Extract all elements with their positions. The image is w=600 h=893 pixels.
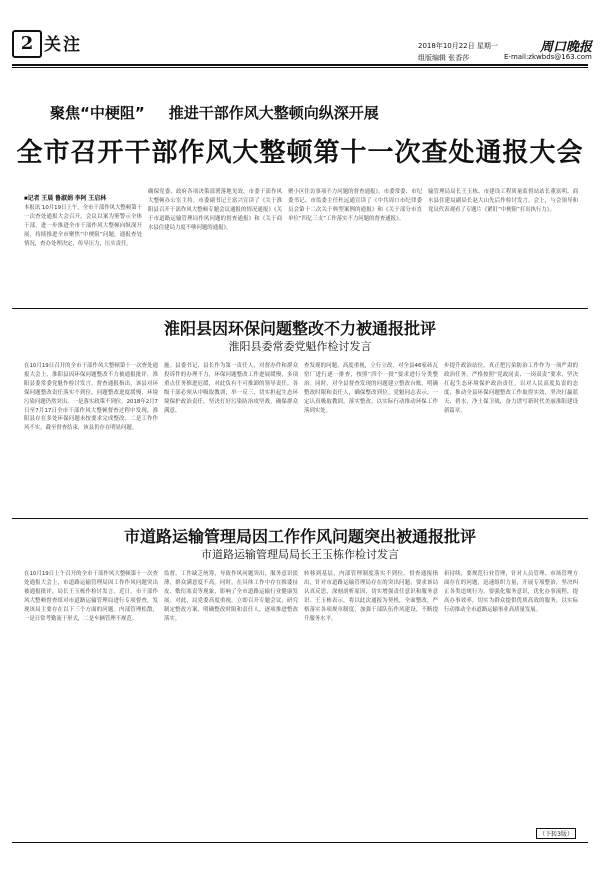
article1-column-2: 施。县委书记、县长作为第一责任人，对督办件和群众投诉件的办理不力，环保问题整改工作进展缓慢，多项重点任务推进迟缓，对此负有不可推卸的领导责任。各级干部必须从中吸取教训，举一反三，切实担起生态环境保护政治责任，坚决打好污染防治攻坚战，确保群众满意。 <box>164 363 298 414</box>
header-rule-thin <box>12 67 588 68</box>
lead-kicker <box>50 102 379 123</box>
article1-column-4: 步提升政治站位，真正把污染防治工作作为一项严肃的政治任务，严格按照“党政同责、一岗双责”要求，坚决扛起生态环境保护政治责任，以对人民高度负责的态度，推动全县环保问题整改工作取得实效，坚决打赢蓝天、碧水、净土保卫战，奋力谱写新时代美丽淮阳建设新篇章。 <box>444 363 578 414</box>
kicker-right: 推进干部作风大整顿向纵深开展 <box>168 104 379 122</box>
article1-column-3: 查发现的问题，高度重视，立行立改，对全县46家砖瓦窑厂进行逐一排查，按照“四个一批”要求进行分类整治。同时，对全县督查发现的问题建立整改台账，明确整改时限和责任人，确保整改到位。党魁同志表示，一定认真吸取教训，落实整改，以实际行动推动环保工作落到实处。 <box>304 363 438 414</box>
article1-title: 淮阳县因环保问题整改不力被通报批评 <box>163 319 436 338</box>
kicker-left: 聚焦“中梗阻” <box>50 104 145 122</box>
article2-column-4: 祈持续，要规范行业管理，针对人员管理、市场管理方面存在的问题，迅速组织力量，开展专项整治，坚决纠正各类违规行为。要强化服务意识，优化办事流程，提高办事效率，切实为群众提供优质高效的服务，以实际行动推动全市道路运输事业高质量发展。 <box>444 571 578 613</box>
lead-byline: ■记者 王晨 鲁淑娟 李阿 王启林 <box>24 196 107 202</box>
lead-headline: 全市召开干部作风大整顿第十一次查处通报大会 <box>16 138 584 168</box>
lead-column-2: 确保党委、政府各项决策部署落地见效，市委干部作风大整顿办公室主持。市委副书记王富兴宣读了《关于淮阳县召开干部作风大整顿专题会议通报的情况通报》《关于市道路运输管理局作风问题的督查通报》和《关于商水县住建局力度不够问题的通报》。 <box>148 189 282 231</box>
article2-subtitle: 市道路运输管理局局长王玉栋作检讨发言 <box>201 548 399 561</box>
article2-column-1: 在10月19日上午召开的全市干部作风大整顿第十一次查处通报大会上，市道路运输管理局因工作作风问题突出被通报批评，局长王玉栋作检讨发言。近日，市干部作风大整顿督查组对市道路运输管理局进行专项督查，发现该局主要存在以下三个方面的问题。内部管理松散，一是日常考勤流于形式，二是车辆管理不规范。 <box>24 571 158 622</box>
page-number: 2 <box>12 30 42 58</box>
article1-column-1: 在10月19日召开的全市干部作风大整顿第十一次查处通报大会上，淮阳县因环保问题整改不力被通报批评，淮阳县委常委党魁作检讨发言。督查通报指出，该县对环保问题整改责任落实不到位，问题整改进度缓慢，环境污染问题仍然突出。一是落实政策不到位。2018年2月7日至7月17日全市干部作风大整顿督查过程中发现，淮阳县存在多处环保问题未按要求完成整改。二是工作作风不实，截至督查结束，该县仍存在明显问题。 <box>24 363 158 432</box>
editor-line: 组版编辑 张香莎 <box>418 54 470 62</box>
section-divider-2 <box>12 518 588 519</box>
section-title: 关注 <box>44 35 82 55</box>
issue-date: 2018年10月22日 星期一 <box>418 42 498 50</box>
lead-column-3: 聚小区住访事项不力问题的督查通报》。市委常委、市纪委书记、市监委主任杜远通宣读了《中共周口市纪律委员会第十二次关于典型案例的通报》和《关于部分市直单位“四亿三支”工作落实不力问题的督查通报》。 <box>288 189 422 222</box>
header-rule <box>12 64 588 66</box>
continued-note: （下转3版） <box>536 828 576 839</box>
lead-column-1: 本报讯 10月19日上午，全市干部作风大整顿第十一次查处通报大会召开。会议以案为鉴警示全体干部，进一步推进全市干部作风大整顿向纵深开展，持续推进全市聚焦“中梗阻”问题，通报查处情况，查办处理决定，传导压力，压实责任。 <box>24 205 142 247</box>
lead-column-4: 输管理局局长王玉栋、市建设工程质量监督站站长董富明、商水县住建局副局长赵大山先后作检讨发言。会上，与会领导和党员代表观看了专题片《紧盯“中梗阻”打出执行力》。 <box>428 189 578 213</box>
article2-column-3: 转移到基层，内部管理制度落实不到位。督查通报指出，针对市道路运输管理局存在的突出问题，要求该局认真反思，深刻剖析原因，切实增强责任意识和服务意识。王玉栋表示，将以此次通报为契机，全面整改，严格落实各项规章制度，加强干部队伍作风建设，不断提升服务水平。 <box>304 571 438 622</box>
newspaper-logo: 周口晚报 <box>540 40 593 55</box>
footer-rule <box>12 842 588 843</box>
article1-subtitle: 淮阳县委常委党魁作检讨发言 <box>228 340 372 353</box>
section-divider <box>12 308 588 309</box>
article2-column-2: 监督，工作缺乏统筹，导致作风问题突出，服务意识淡薄，群众满意度不高。同时，在具体工作中存在推诿扯皮、敷衍塞责等现象，影响了全市道路运输行业健康发展。对此，局党委高度重视，立即召开专题会议，研究制定整改方案，明确整改时限和责任人，逐项推进整改落实。 <box>164 571 298 622</box>
editor-email: E-mail:zkwbds@163.com <box>504 53 592 61</box>
article2-title: 市道路运输管理局因工作作风问题突出被通报批评 <box>123 527 476 546</box>
